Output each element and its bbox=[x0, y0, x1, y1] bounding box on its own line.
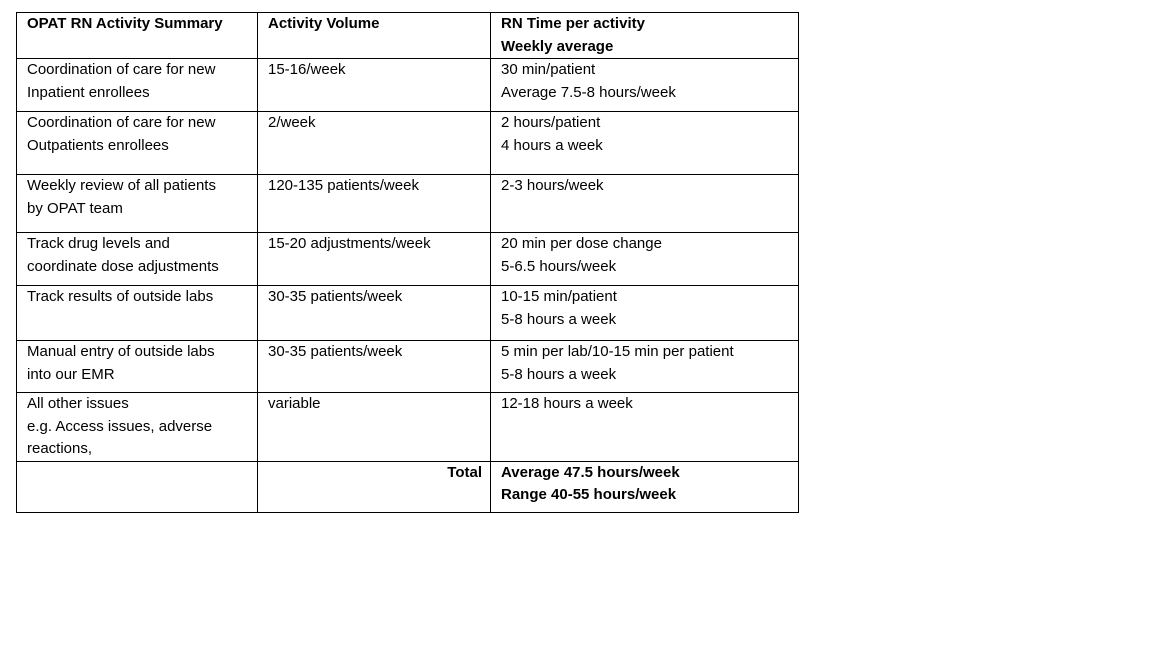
activity-cell bbox=[17, 233, 258, 286]
volume-cell: 15-20 adjustments/week bbox=[258, 233, 491, 286]
time-line: 20 min per dose change bbox=[501, 235, 662, 252]
time-line: 5-8 hours a week bbox=[501, 310, 617, 328]
activity-line: e.g. Access issues, adverse bbox=[27, 417, 213, 435]
activity-line: Coordination of care for new bbox=[27, 61, 216, 78]
total-average: Average 47.5 hours/week bbox=[501, 463, 680, 481]
total-empty-cell bbox=[17, 461, 258, 512]
activity-line: All other issues bbox=[27, 395, 129, 412]
activity-cell bbox=[17, 286, 258, 341]
activity-line: Inpatient enrollees bbox=[27, 83, 150, 101]
time-line: 5 min per lab/10-15 min per patient bbox=[501, 343, 734, 360]
activity-cell bbox=[17, 112, 258, 175]
table-row bbox=[17, 341, 799, 393]
time-line: 10-15 min/patient bbox=[501, 288, 617, 305]
time-line: 5-8 hours a week bbox=[501, 365, 617, 383]
volume-cell: 15-16/week bbox=[258, 59, 491, 112]
header-time-line2: Weekly average bbox=[501, 37, 614, 55]
total-value-cell bbox=[491, 461, 799, 512]
header-time bbox=[491, 13, 799, 59]
header-activity: OPAT RN Activity Summary bbox=[17, 13, 258, 59]
activity-line: Weekly review of all patients bbox=[27, 177, 216, 194]
activity-cell bbox=[17, 59, 258, 112]
time-line: 2 hours/patient bbox=[501, 114, 601, 131]
time-line: Average 7.5-8 hours/week bbox=[501, 83, 676, 101]
volume-cell: 120-135 patients/week bbox=[258, 175, 491, 233]
volume-cell: variable bbox=[258, 393, 491, 462]
volume-cell: 30-35 patients/week bbox=[258, 286, 491, 341]
activity-cell bbox=[17, 341, 258, 393]
opat-summary-table bbox=[16, 12, 799, 513]
table-header-row bbox=[17, 13, 799, 59]
activity-cell bbox=[17, 393, 258, 462]
activity-line: Track results of outside labs bbox=[27, 288, 214, 305]
total-range: Range 40-55 hours/week bbox=[501, 486, 677, 503]
activity-line: Outpatients enrollees bbox=[27, 136, 169, 154]
time-line: 12-18 hours a week bbox=[501, 395, 633, 412]
time-line: 4 hours a week bbox=[501, 136, 603, 154]
table-row bbox=[17, 59, 799, 112]
header-time-line1: RN Time per activity bbox=[501, 15, 645, 32]
activity-line: by OPAT team bbox=[27, 199, 123, 217]
time-cell bbox=[491, 341, 799, 393]
total-row bbox=[17, 461, 799, 512]
activity-line: into our EMR bbox=[27, 365, 115, 383]
table-row bbox=[17, 175, 799, 233]
time-cell bbox=[491, 175, 799, 233]
time-cell bbox=[491, 112, 799, 175]
table-row bbox=[17, 233, 799, 286]
activity-line: Coordination of care for new bbox=[27, 114, 216, 131]
table-row bbox=[17, 393, 799, 462]
time-cell bbox=[491, 393, 799, 462]
time-line: 30 min/patient bbox=[501, 61, 596, 78]
volume-cell: 30-35 patients/week bbox=[258, 341, 491, 393]
activity-line: coordinate dose adjustments bbox=[27, 257, 219, 275]
volume-cell: 2/week bbox=[258, 112, 491, 175]
time-cell bbox=[491, 286, 799, 341]
time-line: 5-6.5 hours/week bbox=[501, 257, 617, 275]
total-label: Total bbox=[258, 461, 491, 512]
activity-line: Manual entry of outside labs bbox=[27, 343, 215, 360]
activity-line: Track drug levels and bbox=[27, 235, 170, 252]
time-cell bbox=[491, 233, 799, 286]
header-volume: Activity Volume bbox=[258, 13, 491, 59]
activity-cell bbox=[17, 175, 258, 233]
time-cell bbox=[491, 59, 799, 112]
table-row bbox=[17, 112, 799, 175]
activity-line: reactions, bbox=[27, 440, 93, 457]
table-row bbox=[17, 286, 799, 341]
time-line: 2-3 hours/week bbox=[501, 177, 604, 194]
